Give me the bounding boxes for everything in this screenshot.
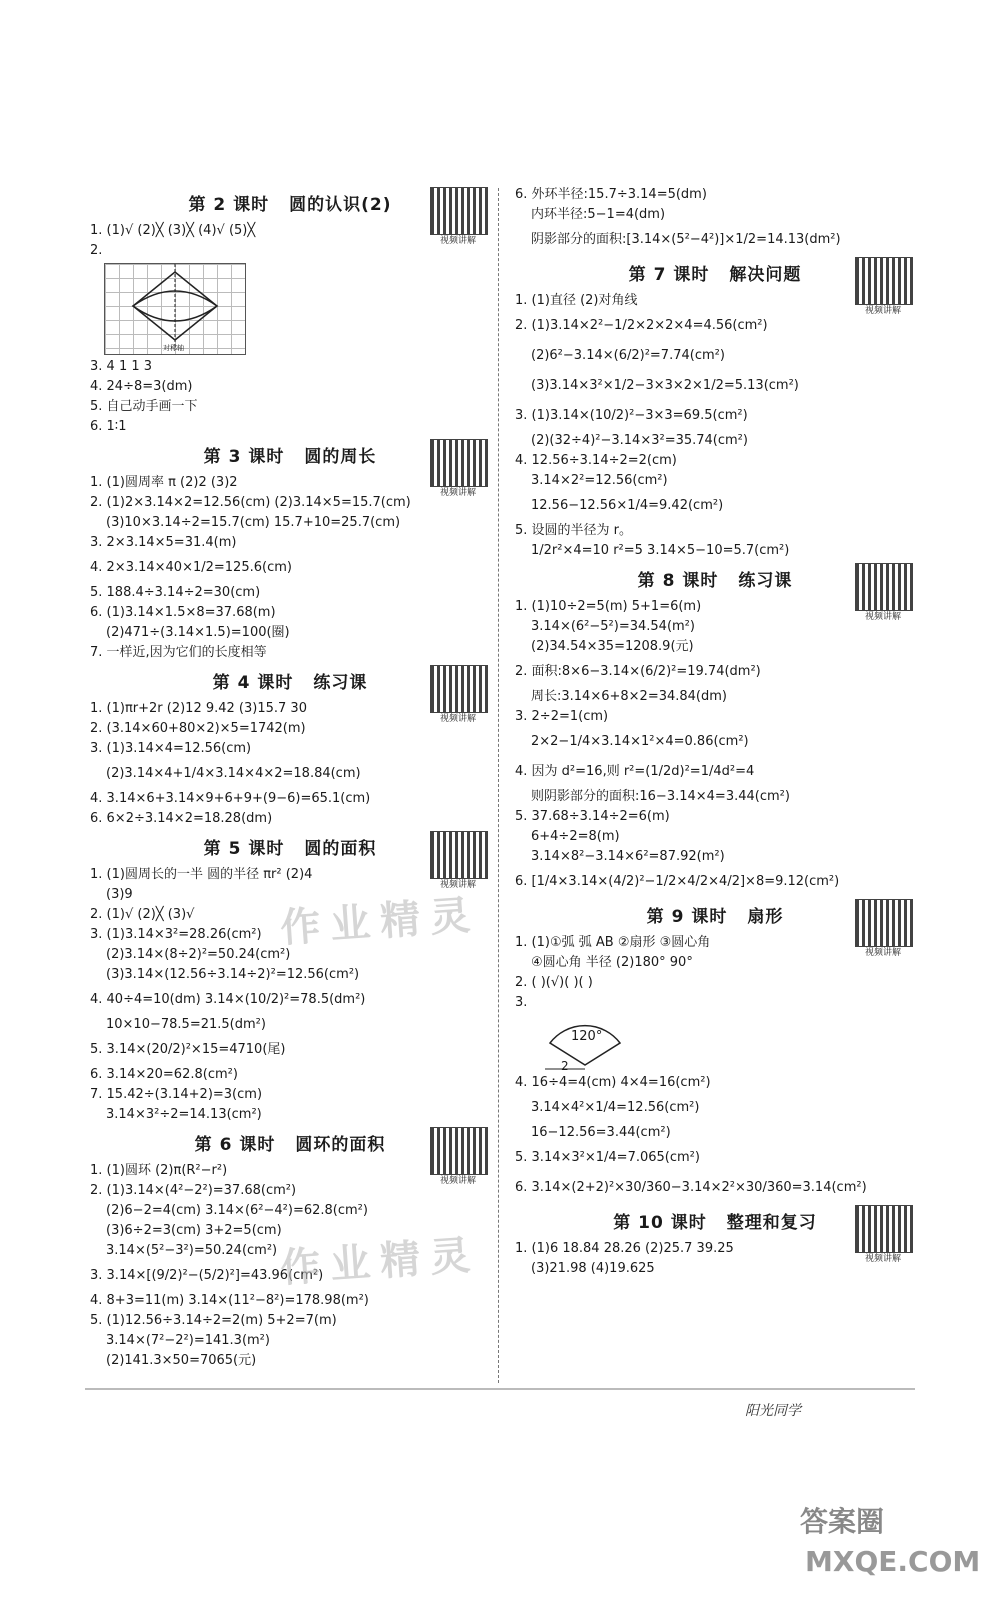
answer-line: 3. 2÷2=1(cm) bbox=[515, 709, 609, 724]
radius-label: 2 bbox=[561, 1059, 569, 1073]
answer-line: 1. (1)√ (2)╳ (3)╳ (4)√ (5)╳ bbox=[90, 223, 256, 238]
qr-code-icon bbox=[430, 665, 488, 713]
qr-code[interactable] bbox=[855, 563, 911, 623]
qr-code[interactable] bbox=[855, 257, 911, 317]
answer-line: 5. 37.68÷3.14÷2=6(m) bbox=[515, 809, 670, 824]
answer-line: 1. (1)①弧 弧 AB ②扇形 ③圆心角 bbox=[515, 935, 711, 950]
answer-line: 5. 3.14×3²×1/4=7.065(cm²) bbox=[515, 1150, 700, 1165]
lesson-title: 练习课 bbox=[313, 673, 368, 693]
lesson-title: 圆环的面积 bbox=[295, 1135, 386, 1155]
answer-line: 1. (1)圆周长的一半 圆的半径 πr² (2)4 bbox=[90, 867, 313, 882]
answer-line: 3. (1)3.14×(10/2)²−3×3=69.5(cm²) bbox=[515, 408, 748, 423]
answer-line: 2. (3.14×60+80×2)×5=1742(m) bbox=[90, 721, 306, 736]
answer-line: 1. (1)πr+2r (2)12 9.42 (3)15.7 30 bbox=[90, 701, 307, 716]
answer-line: ④圆心角 半径 (2)180° 90° bbox=[531, 955, 693, 970]
answer-line: 7. 一样近,因为它们的长度相等 bbox=[90, 645, 267, 660]
qr-code-icon bbox=[855, 257, 913, 305]
answer-line: 3.14×3²÷2=14.13(cm²) bbox=[106, 1107, 262, 1122]
answer-line: (2)3.14×4+1/4×3.14×4×2=18.84(cm) bbox=[106, 766, 361, 781]
lesson-number: 第 4 课时 bbox=[212, 673, 294, 693]
answer-line: 2. (1)3.14×2²−1/2×2×2×4=4.56(cm²) bbox=[515, 318, 768, 333]
brand-logo: 阳光同学 bbox=[745, 1403, 801, 1419]
lesson-number: 第 9 课时 bbox=[646, 907, 728, 927]
answer-line: 3.14×(6²−5²)=34.54(m²) bbox=[531, 619, 695, 634]
answer-line: 4. 24÷8=3(dm) bbox=[90, 379, 193, 394]
qr-code[interactable] bbox=[430, 1127, 486, 1187]
answer-line: 4. 12.56÷3.14÷2=2(cm) bbox=[515, 453, 677, 468]
angle-label: 120° bbox=[571, 1029, 603, 1044]
lesson-number: 第 5 课时 bbox=[203, 839, 285, 859]
answer-line: (2)34.54×35=1208.9(元) bbox=[531, 639, 694, 654]
lesson-number: 第 8 课时 bbox=[637, 571, 719, 591]
answer-line: 3. 3.14×[(9/2)²−(5/2)²]=43.96(cm²) bbox=[90, 1268, 324, 1283]
answer-line: 则阴影部分的面积:16−3.14×4=3.44(cm²) bbox=[531, 789, 790, 804]
footer-rule bbox=[85, 1388, 915, 1390]
answer-line: 3. bbox=[515, 995, 528, 1010]
qr-label: 视频讲解 bbox=[439, 880, 476, 890]
answer-line: 2. 面积:8×6−3.14×(6/2)²=19.74(dm²) bbox=[515, 664, 761, 679]
answer-line: 4. 40÷4=10(dm) 3.14×(10/2)²=78.5(dm²) bbox=[90, 992, 366, 1007]
qr-code-icon bbox=[855, 1205, 913, 1253]
lesson-number: 第 3 课时 bbox=[203, 447, 285, 467]
qr-label: 视频讲解 bbox=[864, 612, 901, 622]
qr-code-icon bbox=[430, 187, 488, 235]
lesson-number: 第 2 课时 bbox=[188, 195, 270, 215]
answer-line: 6. 1∶1 bbox=[90, 419, 127, 434]
right-column bbox=[515, 185, 915, 1279]
answer-line: 2×2−1/4×3.14×1²×4=0.86(cm²) bbox=[531, 734, 749, 749]
answer-line: 6. 外环半径:15.7÷3.14=5(dm) bbox=[515, 187, 707, 202]
lesson-title: 圆的面积 bbox=[304, 839, 377, 859]
answer-line: (3)3.14×(12.56÷3.14÷2)²=12.56(cm²) bbox=[106, 967, 360, 982]
lesson-title: 圆的认识(2) bbox=[289, 195, 392, 215]
qr-code-icon bbox=[430, 1127, 488, 1175]
answer-line: (2)6−2=4(cm) 3.14×(6²−4²)=62.8(cm²) bbox=[106, 1203, 368, 1218]
answer-line: (2)141.3×50=7065(元) bbox=[106, 1353, 257, 1368]
qr-code-icon bbox=[855, 899, 913, 947]
qr-code[interactable] bbox=[430, 187, 486, 247]
qr-code[interactable] bbox=[430, 439, 486, 499]
answer-line: (3)9 bbox=[106, 887, 133, 902]
answer-line: 2. (1)√ (2)╳ (3)√ bbox=[90, 907, 195, 922]
qr-code[interactable] bbox=[430, 665, 486, 725]
answer-line: 2. (1)3.14×(4²−2²)=37.68(cm²) bbox=[90, 1183, 297, 1198]
corner-url: MXQE.COM bbox=[805, 1545, 981, 1578]
qr-label: 视频讲解 bbox=[439, 488, 476, 498]
corner-watermark: 答案圈 bbox=[800, 1505, 885, 1538]
answer-line: 5. 自己动手画一下 bbox=[90, 399, 198, 414]
answer-line: 3. (1)3.14×3²=28.26(cm²) bbox=[90, 927, 262, 942]
answer-line: 3.14×4²×1/4=12.56(cm²) bbox=[531, 1100, 700, 1115]
lesson-number: 第 6 课时 bbox=[194, 1135, 276, 1155]
column-divider bbox=[498, 188, 499, 1383]
answer-line: (2)(32÷4)²−3.14×3²=35.74(cm²) bbox=[531, 433, 748, 448]
qr-code[interactable] bbox=[855, 1205, 911, 1265]
qr-code-icon bbox=[430, 439, 488, 487]
answer-line: 2. (1)2×3.14×2=12.56(cm) (2)3.14×5=15.7(cm) bbox=[90, 495, 411, 510]
qr-code-icon bbox=[430, 831, 488, 879]
qr-label: 视频讲解 bbox=[864, 1254, 901, 1264]
lesson-title: 扇形 bbox=[747, 907, 784, 927]
qr-code[interactable] bbox=[430, 831, 486, 891]
answer-line: 4. 16÷4=4(cm) 4×4=16(cm²) bbox=[515, 1075, 711, 1090]
answer-line: 16−12.56=3.44(cm²) bbox=[531, 1125, 671, 1140]
answer-line: 6. 6×2÷3.14×2=18.28(dm) bbox=[90, 811, 273, 826]
watermark: 作业精灵 bbox=[278, 1232, 482, 1292]
answer-line: (3)3.14×3²×1/2−3×3×2×1/2=5.13(cm²) bbox=[531, 378, 799, 393]
answer-line: 1. (1)圆环 (2)π(R²−r²) bbox=[90, 1163, 228, 1178]
left-column bbox=[90, 185, 490, 1371]
answer-line: 4. 因为 d²=16,则 r²=(1/2d)²=1/4d²=4 bbox=[515, 764, 755, 779]
answer-line: 5. (1)12.56÷3.14÷2=2(m) 5+2=7(m) bbox=[90, 1313, 337, 1328]
answer-line: 3. (1)3.14×4=12.56(cm) bbox=[90, 741, 252, 756]
lesson-title: 解决问题 bbox=[729, 265, 802, 285]
answer-line: 5. 3.14×(20/2)²×15=4710(尾) bbox=[90, 1042, 286, 1057]
qr-code-icon bbox=[855, 563, 913, 611]
answer-line: 1. (1)圆周率 π (2)2 (3)2 bbox=[90, 475, 238, 490]
answer-line: 6+4÷2=8(m) bbox=[531, 829, 620, 844]
qr-code[interactable] bbox=[855, 899, 911, 959]
answer-line: 6. [1/4×3.14×(4/2)²−1/2×4/2×4/2]×8=9.12(cm²) bbox=[515, 874, 840, 889]
answer-line: 6. (1)3.14×1.5×8=37.68(m) bbox=[90, 605, 276, 620]
qr-label: 视频讲解 bbox=[864, 948, 901, 958]
answer-line: 3. 2×3.14×5=31.4(m) bbox=[90, 535, 237, 550]
answer-line: 2. ( )(√)( )( ) bbox=[515, 975, 593, 990]
qr-label: 视频讲解 bbox=[439, 236, 476, 246]
answer-line: 1. (1)6 18.84 28.26 (2)25.7 39.25 bbox=[515, 1241, 734, 1256]
answer-line: 2. bbox=[90, 243, 103, 258]
lesson-title: 圆的周长 bbox=[304, 447, 377, 467]
answer-line: 1. (1)直径 (2)对角线 bbox=[515, 293, 638, 308]
answer-line: 内环半径:5−1=4(dm) bbox=[531, 207, 666, 222]
answer-line: 6. 3.14×(2+2)²×30/360−3.14×2²×30/360=3.14(cm²) bbox=[515, 1180, 867, 1195]
qr-label: 视频讲解 bbox=[439, 714, 476, 724]
answer-line: (3)10×3.14÷2=15.7(cm) 15.7+10=25.7(cm) bbox=[106, 515, 401, 530]
watermark: 作业精灵 bbox=[278, 892, 482, 952]
answer-line: 5. 188.4÷3.14÷2=30(cm) bbox=[90, 585, 261, 600]
grid-figure bbox=[104, 263, 246, 355]
qr-label: 视频讲解 bbox=[439, 1176, 476, 1186]
answer-line: 1. (1)10÷2=5(m) 5+1=6(m) bbox=[515, 599, 702, 614]
answer-line: (3)21.98 (4)19.625 bbox=[531, 1261, 655, 1276]
answer-line: (2)3.14×(8÷2)²=50.24(cm²) bbox=[106, 947, 291, 962]
answer-line: 3.14×(5²−3²)=50.24(cm²) bbox=[106, 1243, 278, 1258]
answer-line: 阴影部分的面积:[3.14×(5²−4²)]×1/2=14.13(dm²) bbox=[531, 232, 841, 247]
qr-label: 视频讲解 bbox=[864, 306, 901, 316]
answer-line: 周长:3.14×6+8×2=34.84(dm) bbox=[531, 689, 727, 704]
answer-line: 4. 2×3.14×40×1/2=125.6(cm) bbox=[90, 560, 292, 575]
rhombus-circle-figure bbox=[105, 264, 245, 354]
symmetry-axis-label: 对称轴 bbox=[163, 344, 184, 352]
answer-line: 4. 3.14×6+3.14×9+6+9+(9−6)=65.1(cm) bbox=[90, 791, 371, 806]
answer-line: 1/2r²×4=10 r²=5 3.14×5−10=5.7(cm²) bbox=[531, 543, 790, 558]
lesson-number: 第 7 课时 bbox=[628, 265, 710, 285]
sector-figure bbox=[525, 1013, 645, 1073]
lesson-title: 练习课 bbox=[738, 571, 793, 591]
answer-line: 12.56−12.56×1/4=9.42(cm²) bbox=[531, 498, 724, 513]
answer-line: 5. 设圆的半径为 r。 bbox=[515, 523, 633, 538]
answer-line: 7. 15.42÷(3.14+2)=3(cm) bbox=[90, 1087, 263, 1102]
answer-line: 6. 3.14×20=62.8(cm²) bbox=[90, 1067, 238, 1082]
answer-line: (3)6÷2=3(cm) 3+2=5(cm) bbox=[106, 1223, 282, 1238]
answer-line: 10×10−78.5=21.5(dm²) bbox=[106, 1017, 266, 1032]
answer-line: 3.14×2²=12.56(cm²) bbox=[531, 473, 668, 488]
lesson-title: 整理和复习 bbox=[726, 1213, 817, 1233]
answer-line: 3. 4 1 1 3 bbox=[90, 359, 153, 374]
answer-line: 3.14×8²−3.14×6²=87.92(m²) bbox=[531, 849, 725, 864]
answer-line: (2)471÷(3.14×1.5)=100(圈) bbox=[106, 625, 290, 640]
answer-line: 4. 8+3=11(m) 3.14×(11²−8²)=178.98(m²) bbox=[90, 1293, 369, 1308]
lesson-number: 第 10 课时 bbox=[613, 1213, 707, 1233]
answer-line: (2)6²−3.14×(6/2)²=7.74(cm²) bbox=[531, 348, 725, 363]
answer-line: 3.14×(7²−2²)=141.3(m²) bbox=[106, 1333, 270, 1348]
